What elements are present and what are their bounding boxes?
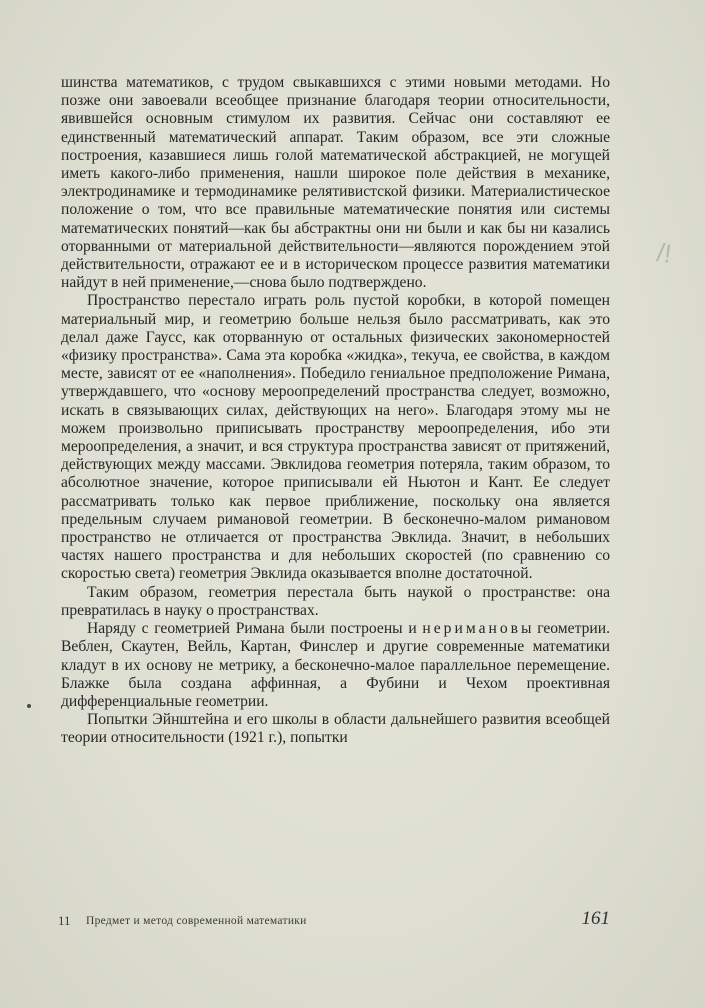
paragraph-text: шинства математиков, с трудом свыкавшихся с этими новыми методами. Но позже они завоевали всеобщее признание благодаря теории относительности, явившейся основным стимулом их развития. Сейчас они составляют ее единственный математический аппарат. Таким образом, все эти сложные построения, казавшиеся лишь голой математической абстракцией, не могущей иметь какого-либо применения, нашли широкое поле действия в механике, электродинамике и термодинамике релятивистской физики. Материалистическое положение о том, что все правильные математические понятия или системы математических понятий—как бы абстрактны они ни были и как бы ни казались оторванными от материальной действительности—являются порождением этой действительности, отражают ее и в историческом процессе развития математики найдут в ней применение,—снова было подтверждено.	[61, 74, 610, 292]
paragraph-text: Пространство перестало играть роль пустой коробки, в которой помещен материальный мир, и геометрию больше нельзя было рассматривать, как это делал даже Гаусс, как оторванную от остальных физических закономерностей «физику пространства». Сама эта коробка «жидка», текуча, ее свойства, в каждом месте, зависят от ее «наполнения». Победило гениальное предположение Римана, утверждавшего, что «основу мероопределений пространства следует, возможно, искать в связывающих силах, действующих на него». Благодаря этому мы не можем произвольно приписывать пространству мероопределения, ибо эти мероопределения, а значит, и вся структура пространства зависят от притяжений, действующих между массами. Эвклидова геометрия потеряла, таким образом, то абсолютное значение, которое приписывали ей Ньютон и Кант. Ее следует рассматривать только как первое приближение, поскольку она является предельным случаем римановой геометрии. В бесконечно-малом римановом пространство не отличается от пространства Эвклида. Значит, в небольших частях нашего пространства и для небольших скоростей (по сравнению со скоростью света) геометрия Эвклида оказывается вполне достаточной.	[61, 292, 610, 583]
ink-dot-mark	[27, 704, 31, 708]
paragraph	[61, 584, 610, 620]
signature-title: Предмет и метод современной математики	[86, 915, 307, 927]
paragraph-text: Наряду с геометрией Римана были построены и	[87, 620, 423, 638]
page-number: 161	[581, 908, 610, 929]
page-body-text	[61, 74, 610, 748]
paragraph-text: Таким образом, геометрия перестала быть наукой о пространстве: она превратилась в науку о пространствах.	[61, 583, 610, 619]
paragraph	[61, 711, 610, 747]
paragraph	[61, 74, 610, 292]
paragraph-text: Попытки Эйнштейна и его школы в области дальнейшего развития всеобщей теории относительности (1921 г.), попытки	[61, 711, 610, 747]
page-footer	[58, 908, 610, 932]
paragraph-text: ы геометрии. Веблен, Скаутен, Вейль, Картан, Финслер и другие современные математики кладут в их основу не метрику, а бесконечно-малое параллельное перемещение. Блажке была создана аффинная, а Фубини и Чехом проективная дифференциальные геометрии.	[61, 620, 610, 710]
pencil-margin-mark: /!	[655, 237, 674, 269]
paragraph	[61, 620, 610, 711]
signature-number: 11	[58, 913, 71, 928]
paragraph	[61, 292, 610, 583]
spaced-emphasis-text: нериманов	[422, 620, 522, 638]
